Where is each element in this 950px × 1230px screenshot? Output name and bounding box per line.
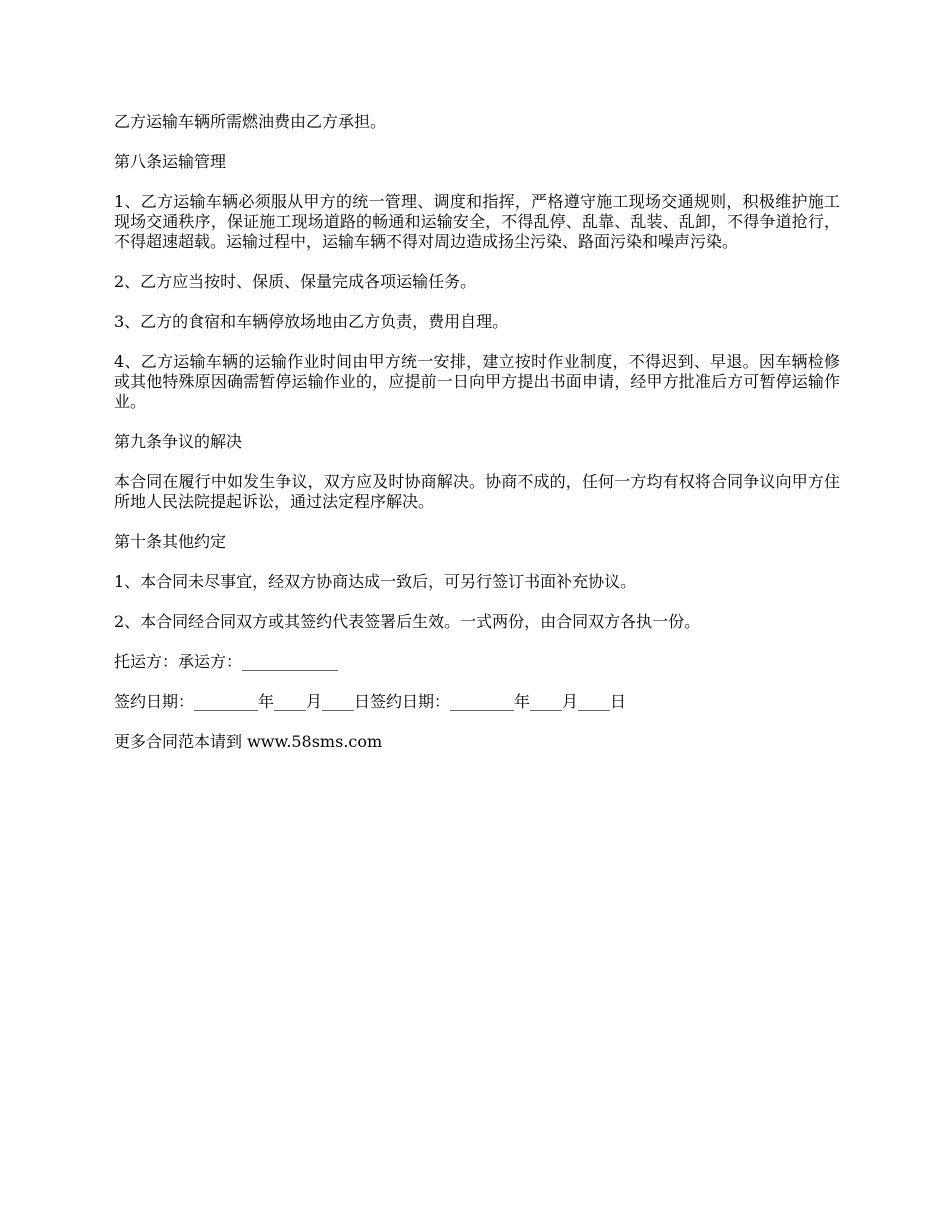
paragraph-article-8-item-1: 1、乙方运输车辆必须服从甲方的统一管理、调度和指挥，严格遵守施工现场交通规则，积极维护施工现场交通秩序，保证施工现场道路的畅通和运输安全，不得乱停、乱靠、乱装、乱卸，不得争道抢行，不得超速超载。运输过程中，运输车辆不得对周边造成扬尘污染、路面污染和噪声污染。 [114, 192, 840, 251]
paragraph-article-8-item-2: 2、乙方应当按时、保质、保量完成各项运输任务。 [114, 272, 477, 291]
paragraph-article-8-item-4: 4、乙方运输车辆的运输作业时间由甲方统一安排，建立按时作业制度，不得迟到、早退。因车辆检修或其他特殊原因确需暂停运输作业的，应提前一日向甲方提出书面申请，经甲方批准后方可暂停运输作业。 [114, 352, 840, 411]
heading-article-9: 第九条争议的解决 [114, 432, 243, 451]
document-body [114, 112, 840, 772]
footer-more-templates: 更多合同范本请到 www.58sms.com [114, 732, 383, 751]
paragraph-article-9: 本合同在履行中如发生争议，双方应及时协商解决。协商不成的，任何一方均有权将合同争议向甲方住所地人民法院提起诉讼，通过法定程序解决。 [114, 472, 840, 511]
heading-article-8: 第八条运输管理 [114, 152, 227, 171]
heading-article-10: 第十条其他约定 [114, 532, 227, 551]
paragraph-fuel-cost: 乙方运输车辆所需燃油费由乙方承担。 [114, 112, 387, 131]
signature-parties-line: 托运方：承运方：____________ [114, 652, 339, 671]
signature-date-line: 签约日期：________年____月____日签约日期：________年____月____日 [114, 692, 627, 711]
paragraph-article-10-item-1: 1、本合同未尽事宜，经双方协商达成一致后，可另行签订书面补充协议。 [114, 572, 637, 591]
paragraph-article-10-item-2: 2、本合同经合同双方或其签约代表签署后生效。一式两份，由合同双方各执一份。 [114, 612, 701, 631]
paragraph-article-8-item-3: 3、乙方的食宿和车辆停放场地由乙方负责，费用自理。 [114, 312, 509, 331]
